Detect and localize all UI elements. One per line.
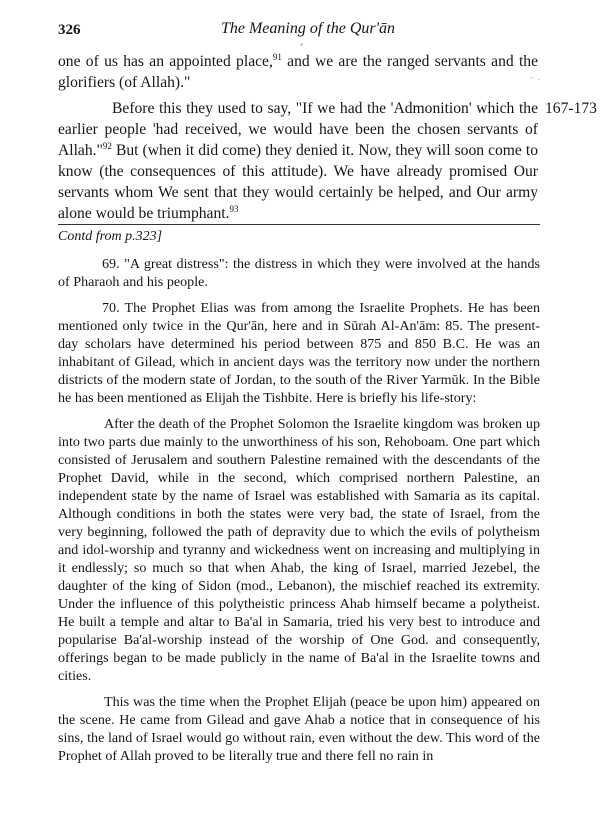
running-title: The Meaning of the Qur'ān <box>220 20 396 37</box>
footnote-marker: 92 <box>102 141 112 151</box>
footnote-divider <box>58 224 540 225</box>
verse-text: But (when it did come) they denied it. Now, they will soon come to know (the consequences of this attitude). We have already promised Our servants whom We sent that they would certainly be helped, and Our army alone would be triumphant. <box>58 142 538 222</box>
note-70-story-part-1: After the death of the Prophet Solomon the Israelite kingdom was broken up into two parts due mainly to the unworthiness of his son, Rehoboam. One part which consisted of Jerusalem and southern Palestine remained with the descendants of the Prophet David, while in the second, which comprised northern Palestine, an independent state by the name of Israel was established with Samaria as its capital. Although conditions in both the states were very bad, the state of Israel, from the very beginning, followed the path of depravity due to which the evils of polytheism and idol-worship and tyranny and wickedness went on increasing and multiplying in it endlessly; so much so that when Ahab, the king of Israel, married Jezebel, the daughter of the king of Sidon (mod., Lebanon), the mischief reached its extremity. Under the influence of this polytheistic princess Ahab himself became a polytheist. He built a temple and altar to Ba'al in Samaria, tried his very best to introduce and popularise Ba'al-worship instead of the worship of One God. and consequently, offerings began to be made publicly in the name of Ba'al in the Israelite towns and cities. <box>58 416 540 684</box>
verse-reference: 167-173 <box>545 100 597 117</box>
page-header <box>58 20 558 44</box>
verse-text: one of us has an appointed place, <box>58 53 273 70</box>
footnote-marker: 91 <box>272 52 282 62</box>
continuation-label: Contd from p.323] <box>58 229 163 244</box>
verse-text: and we are the ranged servants and the glorifiers (of Allah)." <box>58 53 538 91</box>
note-70-story-part-2: This was the time when the Prophet Elijah (peace be upon him) appeared on the scene. He came from Gilead and gave Ahab a notice that in consequence of his sins, the land of Israel would go without rain, even without the dew. This word of the Prophet of Allah proved to be literally true and there fell no rain in <box>58 694 540 764</box>
scan-speck: • <box>300 40 304 50</box>
verse-continuation <box>58 51 538 93</box>
note-70: 70. The Prophet Elias was from among the Israelite Prophets. He has been mentioned only twice in the Qur'ān, here and in Sūrah Al-An'ām: 85. The present-day scholars have determined his period between 875 and 850 B.C. He was an inhabitant of Gilead, which in ancient days was the territory now under the northern districts of the modern state of Jordan, to the south of the River Yarmūk. In the Bible he has been mentioned as Elijah the Tishbite. Here is briefly his life-story: <box>58 300 540 406</box>
footnote-marker: 93 <box>229 204 239 214</box>
scan-speck: - . <box>530 72 540 82</box>
verse-paragraph <box>58 98 538 224</box>
page-number: 326 <box>58 22 81 38</box>
verse-text: Before this they used to say, "If we had the 'Admonition' which the earlier people 'had received, we would have been the chosen servants of Allah." <box>58 100 538 159</box>
commentary-notes <box>58 228 540 773</box>
note-69: 69. "A great distress": the distress in which they were involved at the hands of Pharaoh and his people. <box>58 256 540 290</box>
